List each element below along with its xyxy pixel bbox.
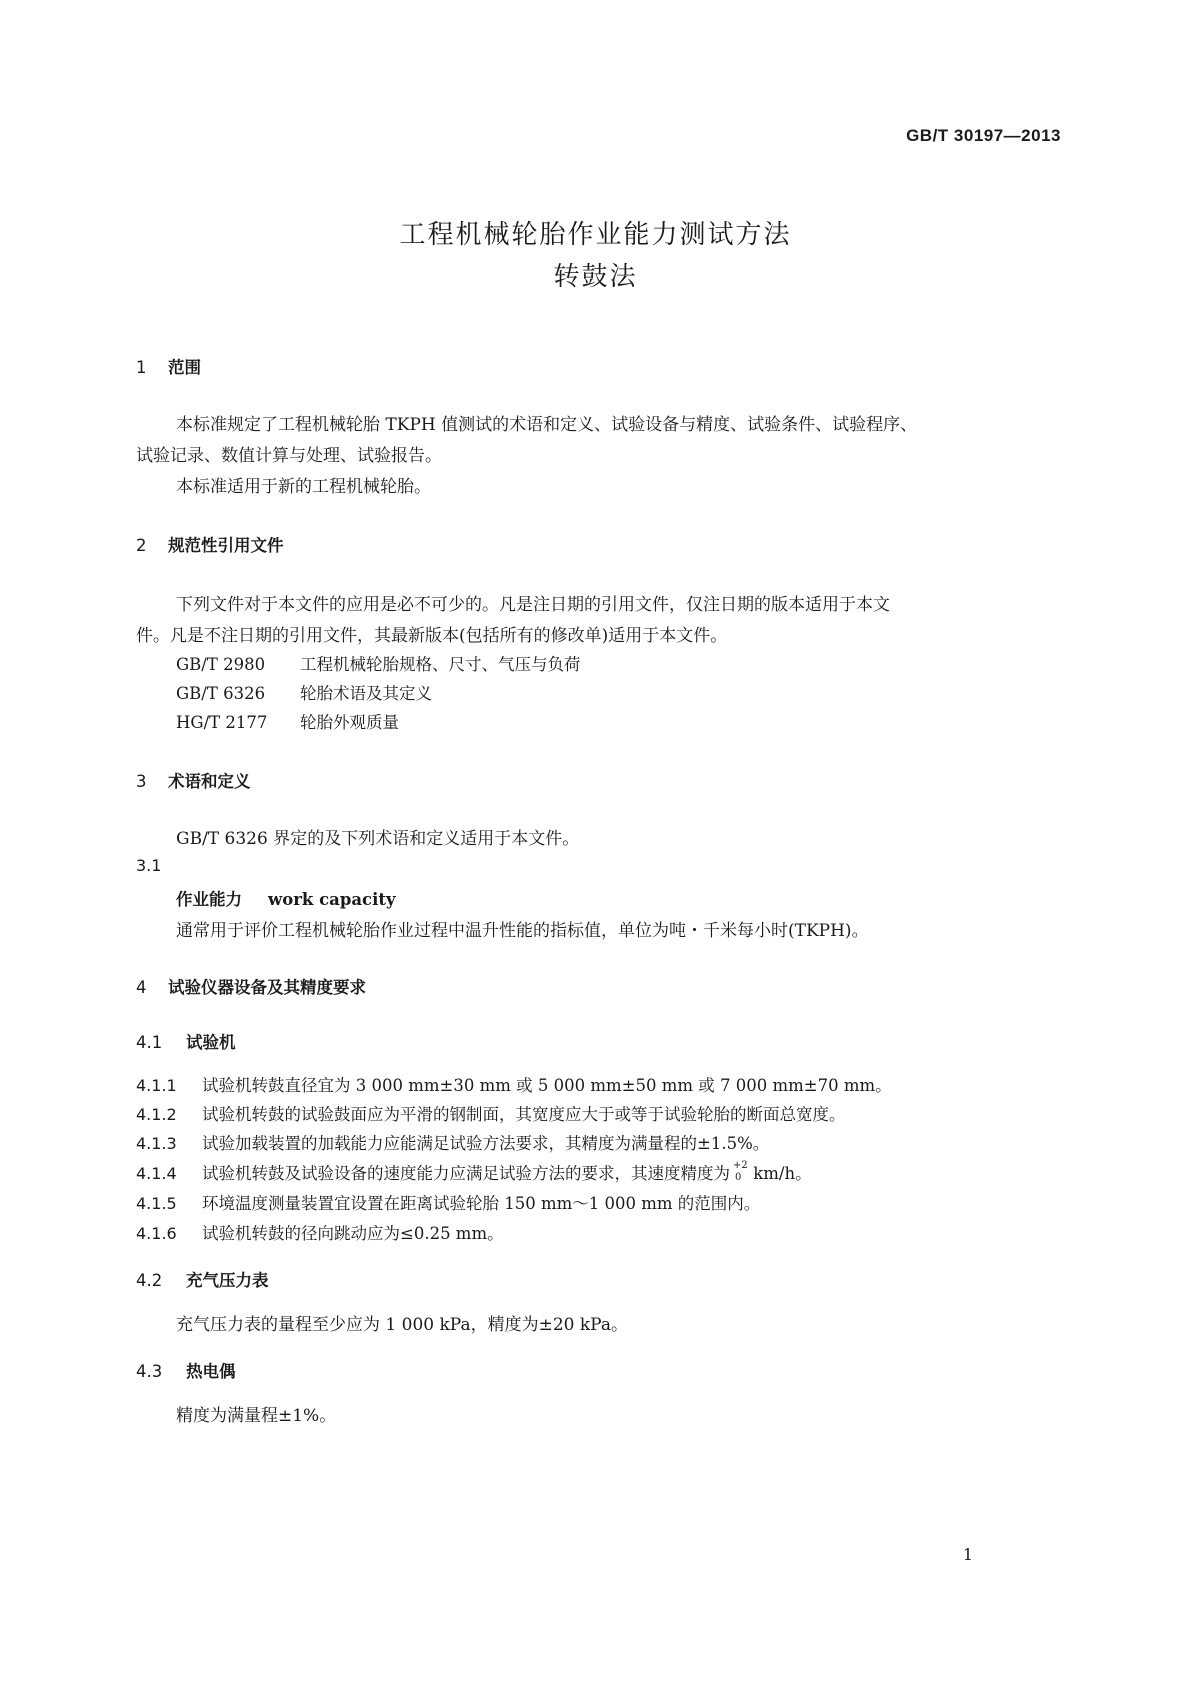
section-title: 试验仪器设备及其精度要求	[168, 978, 366, 997]
section-number: 4	[136, 978, 147, 997]
clause-text-unit: km/h。	[748, 1164, 812, 1183]
section-1-heading	[136, 354, 201, 378]
normative-reference	[176, 651, 581, 675]
subsection-4-3-heading	[136, 1358, 236, 1382]
clause-text: 环境温度测量装置宜设置在距离试验轮胎 150 mm～1 000 mm 的范围内。	[202, 1194, 761, 1213]
subsection-number: 4.2	[136, 1271, 163, 1290]
clause-4-1-3	[136, 1130, 769, 1154]
reference-title: 轮胎术语及其定义	[300, 684, 432, 703]
clause-4-1-2	[136, 1101, 846, 1125]
paragraph: 下列文件对于本文件的应用是必不可少的。凡是注日期的引用文件，仅注日期的版本适用于本文	[176, 595, 890, 615]
term-entry	[176, 886, 396, 910]
subsection-number: 4.3	[136, 1362, 163, 1381]
term-number: 3.1	[136, 856, 162, 875]
clause-text: 试验机转鼓及试验设备的速度能力应满足试验方法的要求，其速度精度为	[202, 1164, 730, 1183]
reference-code: GB/T 6326	[176, 684, 266, 703]
standard-number: GB/T 30197—2013	[906, 126, 1061, 145]
clause-number: 4.1.6	[136, 1224, 177, 1243]
reference-title: 工程机械轮胎规格、尺寸、气压与负荷	[300, 655, 581, 674]
clause-text: 试验机转鼓的试验鼓面应为平滑的钢制面，其宽度应大于或等于试验轮胎的断面总宽度。	[202, 1105, 846, 1124]
clause-text: 试验机转鼓的径向跳动应为≤0.25 mm。	[202, 1224, 504, 1243]
clause-text: 试验机转鼓直径宜为 3 000 mm±30 mm 或 5 000 mm±50 mm 或 7 000 mm±70 mm。	[202, 1076, 892, 1095]
clause-number: 4.1.2	[136, 1105, 177, 1124]
term-definition: 通常用于评价工程机械轮胎作业过程中温升性能的指标值，单位为吨・千米每小时(TKPH)。	[176, 921, 869, 941]
clause-4-1-4	[136, 1160, 812, 1184]
subsection-4-2-heading	[136, 1267, 269, 1291]
term-chinese: 作业能力	[176, 890, 242, 909]
reference-code: HG/T 2177	[176, 713, 268, 732]
section-2-heading	[136, 532, 284, 556]
section-4-heading	[136, 974, 366, 998]
paragraph: 精度为满量程±1%。	[176, 1406, 337, 1426]
page-number: 1	[962, 1545, 973, 1564]
clause-text: 试验加载装置的加载能力应能满足试验方法要求，其精度为满量程的±1.5%。	[202, 1134, 770, 1153]
clause-4-1-1	[136, 1072, 892, 1096]
subsection-title: 热电偶	[186, 1362, 236, 1381]
subsection-title: 充气压力表	[186, 1271, 269, 1290]
term-english: work capacity	[268, 890, 396, 909]
paragraph: 充气压力表的量程至少应为 1 000 kPa，精度为±20 kPa。	[176, 1315, 628, 1335]
tolerance-upper: +2	[733, 1159, 748, 1171]
clause-4-1-6	[136, 1220, 504, 1244]
subsection-title: 试验机	[186, 1033, 236, 1052]
subsection-4-1-heading	[136, 1029, 236, 1053]
section-number: 1	[136, 358, 147, 377]
section-title: 规范性引用文件	[168, 536, 284, 555]
section-title: 术语和定义	[168, 772, 251, 791]
paragraph: GB/T 6326 界定的及下列术语和定义适用于本文件。	[176, 829, 580, 849]
normative-reference	[176, 680, 432, 704]
tolerance-lower: 0	[735, 1171, 742, 1183]
document-title: 工程机械轮胎作业能力测试方法	[399, 220, 792, 250]
paragraph: 本标准适用于新的工程机械轮胎。	[176, 477, 431, 497]
speed-tolerance	[732, 1159, 748, 1184]
document-subtitle: 转鼓法	[553, 262, 638, 292]
section-number: 2	[136, 536, 147, 555]
section-title: 范围	[168, 358, 201, 377]
paragraph: 试验记录、数值计算与处理、试验报告。	[136, 446, 442, 466]
section-number: 3	[136, 772, 147, 791]
reference-title: 轮胎外观质量	[300, 713, 399, 732]
subsection-number: 4.1	[136, 1033, 163, 1052]
clause-number: 4.1.4	[136, 1164, 177, 1183]
paragraph: 件。凡是不注日期的引用文件，其最新版本(包括所有的修改单)适用于本文件。	[136, 626, 728, 646]
clause-number: 4.1.5	[136, 1194, 177, 1213]
reference-code: GB/T 2980	[176, 655, 266, 674]
clause-number: 4.1.1	[136, 1076, 177, 1095]
clause-number: 4.1.3	[136, 1134, 177, 1153]
clause-4-1-5	[136, 1190, 760, 1214]
section-3-heading	[136, 768, 251, 792]
paragraph: 本标准规定了工程机械轮胎 TKPH 值测试的术语和定义、试验设备与精度、试验条件、试验程序、	[176, 415, 918, 435]
normative-reference	[176, 709, 399, 733]
